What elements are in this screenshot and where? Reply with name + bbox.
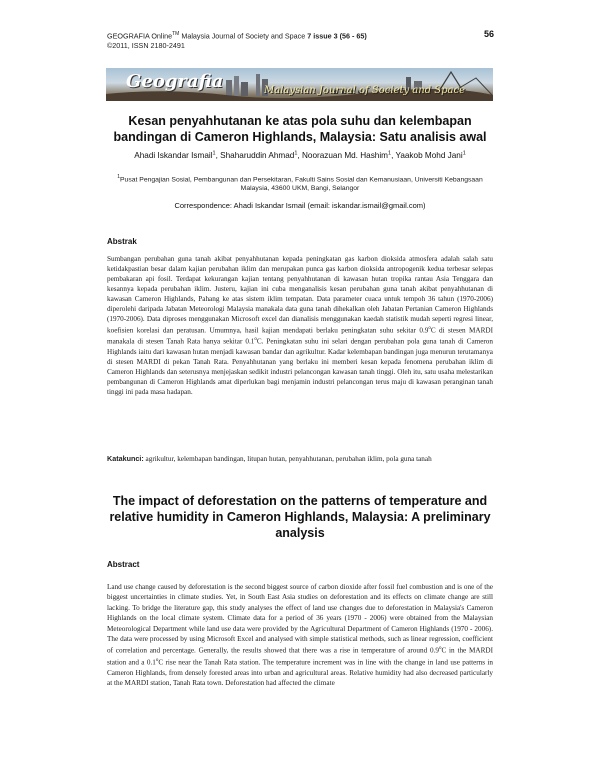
abstract-malay-body (107, 254, 493, 397)
affiliation-text: Pusat Pengajian Sosial, Pembangunan dan Persekitaran, Fakulti Sains Sosial dan Kemanusiaan, Universiti Kebangsaan Malaysia, 43600 UKM, Bangi, Selangor (120, 176, 483, 193)
journal-banner (106, 68, 493, 101)
degree-sup: o (428, 326, 431, 331)
degree-sup: o (438, 646, 442, 652)
author-name: Ahadi Iskandar Ismail (134, 150, 213, 160)
keywords-text: agrikultur, kelembapan bandingan, litupan hutan, penyahhutanan, perubahan iklim, pola guna tanah (143, 455, 432, 463)
author-separator: , (297, 150, 302, 160)
author-name: Yaakob Mohd Jani (395, 150, 463, 160)
banner-journal-name: Malaysian Journal of Society and Space (264, 85, 466, 96)
abstract-malay-heading: Abstrak (107, 237, 137, 246)
keywords-label: Katakunci: (107, 454, 144, 463)
author-sup: 1 (212, 150, 216, 156)
author-list (100, 150, 500, 160)
geografia-logo: Geografia (126, 71, 224, 92)
degree-sup: o (254, 337, 257, 343)
volume: 7 (307, 31, 312, 41)
abstract-text: C in the MARDI station and a 0.1 (107, 646, 493, 667)
copyright: ©2011, ISSN 2180-2491 (107, 40, 185, 50)
running-header (107, 30, 367, 50)
journal-subtitle: Malaysia Journal of Society and Space (179, 31, 308, 41)
author-sup: 1 (388, 150, 392, 156)
journal-name: GEOGRAFIA Online (107, 31, 173, 41)
author (220, 151, 302, 160)
abstract-text: C di stesen MARDI manakala di stesen Tanah Rata hanya sekitar 0.1 (107, 326, 493, 346)
keywords (107, 454, 493, 464)
journal-line (107, 30, 367, 41)
author-separator: , (215, 150, 221, 160)
abstract-text: C. Peningkatan suhu ini selari dengan perubahan pola guna tanah di Cameron Highlands iaitu dari kawasan hutan menjadi kawasan bandar dan agrikultur. Kadar kelembapan bandingan juga menurun terutamanya di stesen MARDI di pekan Tanah Rata. Penyahhutanan yang berlaku ini memberi kesan kepada fenomena perubahan iklim di Cameron Highlands dan seterusnya menjejaskan sedikit industri pelancongan kawasan tanah tinggi. Oleh itu, satu usaha melestarikan pembangunan di Cameron Highlands amat diperlukan bagi menjamin industri pelancongan terus maju di kawasan peranginan tanah tinggi ini pada masa hadapan. (107, 337, 493, 396)
abstract-text: Land use change caused by deforestation is the second biggest source of carbon dioxide after fossil fuel combustion and is one of the biggest uncertainties in climate studies. Yet, in South East Asia studies on deforestation and its effects on climate change are still lacking. To bridge the literature gap, this study analyses the effect of land use changes due to deforestation in Malaysia's Cameron Highlands on the local climate system. Climate data for a period of 36 years (1970 - 2006) were obtained from the Malaysian Meteorological Department while land use data were provided by the Agricultural Department of Cameron Highlands (1970 - 2006). The data were processed by using Microsoft Excel and analysed with simple statistical methods, such as linear regression, coefficient of correlation and percentage. Generally, the results showed that there was a rise in temperature of around 0.9 (107, 583, 493, 655)
affiliation (110, 173, 490, 193)
trademark: TM (172, 31, 180, 37)
author (395, 151, 465, 160)
abstract-english-body (107, 582, 493, 689)
issue: issue 3 (56 - 65) (311, 31, 367, 41)
author-sup: 1 (294, 150, 298, 156)
affiliation-sup: 1 (117, 174, 121, 180)
author-name: Noorazuan Md. Hashim (301, 150, 388, 160)
author-separator: , (391, 150, 396, 160)
author-sup: 1 (462, 150, 466, 156)
abstract-text: Sumbangan perubahan guna tanah akibat penyahhutanan kepada peningkatan gas karbon dioksida atmosfera adalah salah satu ketidakpastian besar dalam kajian perubahan iklim dan merupakan punca gas karbon dioksida antropogenik kedua terbesar selepas pembakaran api fosil. Terdapat kekurangan kajian tentang penyahhutanan di kawasan hutan tropika rantau Asia Tenggara dan kesannya kepada perubahan iklim. Justeru, kajian ini cuba menganalisis kesan perubahan guna tanah akibat penyahhutanan di kawasan Cameron Highlands, Pahang ke atas sistem iklim tempatan. Data parameter cuaca untuk tempoh 36 tahun (1970-2006) diperolehi daripada Jabatan Meteorologi Malaysia manakala data guna tanah dihekalkan oleh Jabatan Pertanian Cameron Highlands (1970-2006). Data diproses menggunakan Microsoft excel dan dianalisis menggunakan kaedah statistik mudah seperti regresi linear, koefisien korelasi dan peratusan. Umumnya, hasil kajian mendapati berlaku peningkatan suhu sekitar 0.9 (107, 255, 493, 335)
author (302, 151, 395, 160)
title-malay: Kesan penyahhutanan ke atas pola suhu dan kelembapan bandingan di Cameron Highlands, Malaysia: Satu analisis awal (113, 114, 487, 144)
abstract-text: C rise near the Tanah Rata station. The temperature increment was in line with the change in land use patterns in Cameron Highlands, from densely forested areas into urban and agricultural areas. Relative humidity had also decreased particularly at the MARDI station, Tanah Rata town. Deforestation had affected the climate (107, 658, 494, 688)
correspondence: Correspondence: Ahadi Iskandar Ismail (email: iskandar.ismail@gmail.com) (174, 201, 426, 210)
abstract-english-heading: Abstract (107, 560, 140, 569)
page-number: 56 (483, 29, 494, 39)
author-name: Shaharuddin Ahmad (220, 150, 295, 160)
author (134, 151, 220, 160)
title-english: The impact of deforestation on the patterns of temperature and relative humidity in Cameron Highlands, Malaysia: A preliminary analysis (109, 494, 491, 540)
degree-sup: o (155, 658, 159, 664)
